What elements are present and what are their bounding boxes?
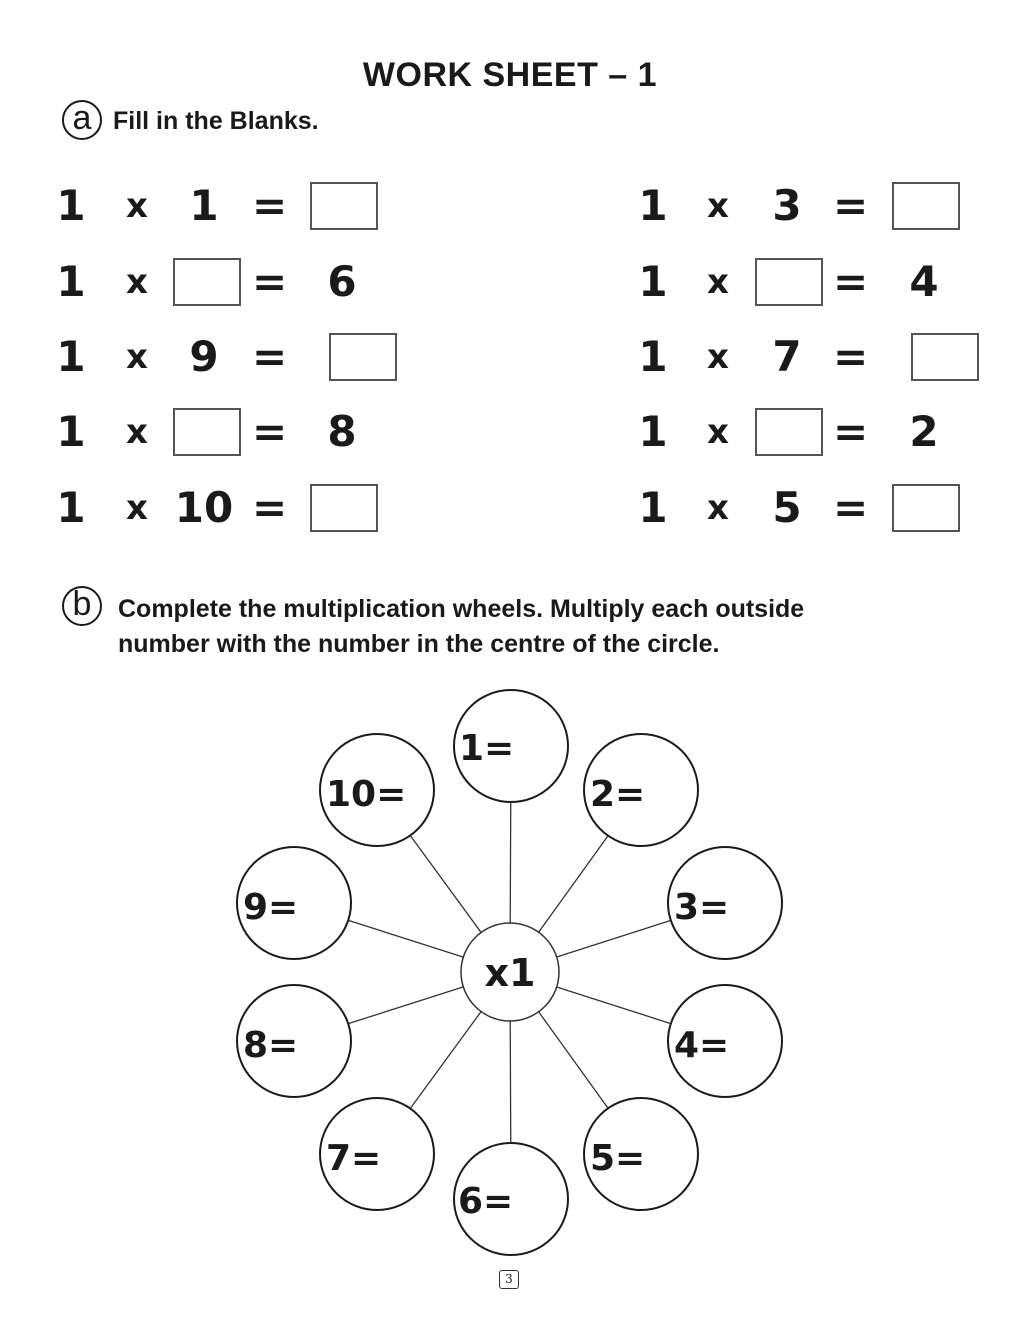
wheel-outer-circle[interactable] [454,1143,568,1255]
times-sign: x [126,186,148,226]
wheel-outer-circle[interactable] [668,847,782,959]
wheel-outer-label: 8= [243,1025,299,1066]
multiplier: 1 [189,181,219,230]
wheel-spoke [348,987,463,1024]
equals-sign: = [252,257,288,306]
wheel-outer-label: 10= [326,774,407,815]
wheel-outer-circle[interactable] [584,1098,698,1210]
multiplicand: 1 [638,407,668,456]
times-sign: x [707,262,729,302]
wheel-outer-circle[interactable] [454,690,568,802]
wheel-outer-circle[interactable] [320,1098,434,1210]
wheel-spoke [510,803,511,923]
times-sign: x [126,262,148,302]
wheel-spoke [557,987,671,1024]
wheel-spoke [557,920,671,957]
wheel-outer-label: 1= [459,728,515,769]
wheel-spoke [539,836,608,932]
multiplier: 3 [772,181,802,230]
wheel-outer-circle[interactable] [584,734,698,846]
equals-sign: = [252,407,288,456]
times-sign: x [126,488,148,528]
wheel-spoke [411,836,481,932]
times-sign: x [126,337,148,377]
wheel-spoke [411,1012,481,1108]
wheel-outer-label: 6= [458,1181,514,1222]
product: 6 [327,257,357,306]
wheel-outer-label: 9= [243,887,299,928]
product: 2 [909,407,939,456]
wheel-spoke [348,920,463,957]
times-sign: x [126,412,148,452]
section-b-instruction-line-2: number with the number in the centre of the circle. [118,630,720,658]
multiplier: 5 [772,483,802,532]
page-title: WORK SHEET – 1 [362,56,658,94]
multiplier: 10 [174,483,234,532]
wheel-spoke [510,1021,511,1142]
equals-sign: = [833,332,869,381]
equals-sign: = [833,257,869,306]
multiplier: 7 [772,332,802,381]
wheel-outer-label: 5= [590,1138,646,1179]
equals-sign: = [833,407,869,456]
wheel-outer-circle[interactable] [320,734,434,846]
equals-sign: = [252,483,288,532]
equals-sign: = [833,181,869,230]
times-sign: x [707,488,729,528]
wheel-outer-label: 2= [590,774,646,815]
equals-sign: = [252,181,288,230]
multiplicand: 1 [638,332,668,381]
multiplicand: 1 [56,407,86,456]
multiplicand: 1 [638,257,668,306]
section-a-letter: a [72,99,92,137]
times-sign: x [707,412,729,452]
wheel-center-label: x1 [484,951,536,995]
equals-sign: = [833,483,869,532]
wheel-outer-circle[interactable] [668,985,782,1097]
section-a-instruction: Fill in the Blanks. [113,107,319,135]
multiplicand: 1 [638,483,668,532]
wheel-outer-circle[interactable] [237,847,351,959]
wheel-outer-label: 4= [674,1025,730,1066]
equals-sign: = [252,332,288,381]
multiplicand: 1 [638,181,668,230]
times-sign: x [707,337,729,377]
wheel-outer-label: 3= [674,887,730,928]
section-b-letter: b [72,585,92,623]
wheel-outer-circle[interactable] [237,985,351,1097]
times-sign: x [707,186,729,226]
wheel-spoke [539,1012,608,1108]
product: 4 [909,257,939,306]
multiplier: 9 [189,332,219,381]
page-number: 3 [499,1270,519,1289]
section-b-instruction-line-1: Complete the multiplication wheels. Multiply each outside [118,595,805,623]
product: 8 [327,407,357,456]
multiplicand: 1 [56,483,86,532]
wheel-outer-label: 7= [326,1138,382,1179]
multiplicand: 1 [56,181,86,230]
multiplicand: 1 [56,332,86,381]
multiplicand: 1 [56,257,86,306]
